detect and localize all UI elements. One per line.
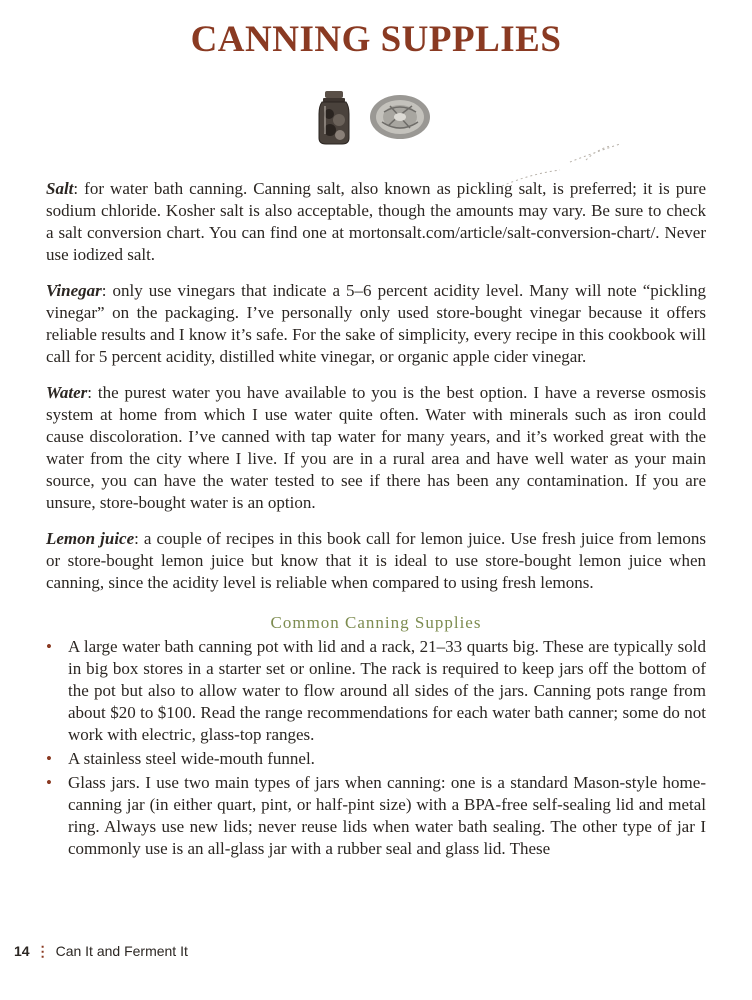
page-body <box>46 178 706 862</box>
vinegar-text: : only use vinegars that indicate a 5–6 percent acidity level. Many will note “pickling vinegar” on the packaging. I’ve personally only used store-bought vinegar because it offers reliable results and I know it’s safe. For the sake of simplicity, every recipe in this cookbook will call for 5 percent acidity, distilled white vinegar, or organic apple cider vinegar. <box>46 281 706 366</box>
footer-separator: ⋮ <box>35 943 50 959</box>
water-paragraph <box>46 382 706 514</box>
salt-paragraph <box>46 178 706 266</box>
term-vinegar: Vinegar <box>46 281 102 300</box>
list-item <box>46 772 706 860</box>
book-title: Can It and Ferment It <box>55 943 188 959</box>
lemon-juice-text: : a couple of recipes in this book call for lemon juice. Use fresh juice from lemons or store-bought lemon juice but know that it is ideal to use store-bought lemon juice when canning, since the acidity level is reliable when compared to using fresh lemons. <box>46 529 706 592</box>
vinegar-paragraph <box>46 280 706 368</box>
bullet-icon: • <box>46 637 52 656</box>
term-salt: Salt <box>46 179 74 198</box>
supplies-list <box>46 636 706 860</box>
term-water: Water <box>46 383 88 402</box>
page-title: CANNING SUPPLIES <box>190 19 562 60</box>
water-text: : the purest water you have available to you is the best option. I have a reverse osmosis system at home from which I use water quite often. Water with minerals such as iron could cause discoloration. I’ve canned with tap water for many years, and it’s worked great with the water from the city where I live. If you are in a rural area and have well water as your main source, you can have the water tested to see if there has been any contamination. If you are unsure, store-bought water is an option. <box>46 383 706 512</box>
bullet-icon: • <box>46 773 52 792</box>
canning-jar-icon <box>316 90 352 146</box>
supplies-heading: Common Canning Supplies <box>270 613 482 632</box>
lemon-juice-paragraph <box>46 528 706 594</box>
list-item-text: A stainless steel wide-mouth funnel. <box>68 749 315 768</box>
bullet-icon: • <box>46 749 52 768</box>
list-item <box>46 636 706 746</box>
page-footer <box>14 943 188 960</box>
cabbage-icon <box>368 92 432 142</box>
salt-text: : for water bath canning. Canning salt, also known as pickling salt, is preferred; it is pure sodium chloride. Kosher salt is also acceptable, though the amounts may vary. Be sure to check a salt conversion chart. You can find one at mortonsalt.com/article/salt-conversion-chart/. Never use iodized salt. <box>46 179 706 264</box>
list-item-text: A large water bath canning pot with lid and a rack, 21–33 quarts big. These are typically sold in big box stores in a starter set or online. The rack is required to keep jars off the bottom of the pot but also to allow water to flow around all sides of the jars. Canning pots range from about $20 to $100. Read the range recommendations for each water bath canner; some do not work with electric, glass-top ranges. <box>68 637 706 744</box>
title-illustration <box>0 90 752 150</box>
page-number: 14 <box>14 943 30 959</box>
list-item-text: Glass jars. I use two main types of jars when canning: one is a standard Mason-style home-canning jar (in either quart, pint, or half-pint size) with a BPA-free self-sealing lid and metal ring. Always use new lids; never reuse lids when water bath sealing. The other type of jar I commonly use is an all-glass jar with a rubber seal and glass lid. These <box>68 773 706 858</box>
list-item <box>46 748 706 770</box>
term-lemon-juice: Lemon juice <box>46 529 135 548</box>
